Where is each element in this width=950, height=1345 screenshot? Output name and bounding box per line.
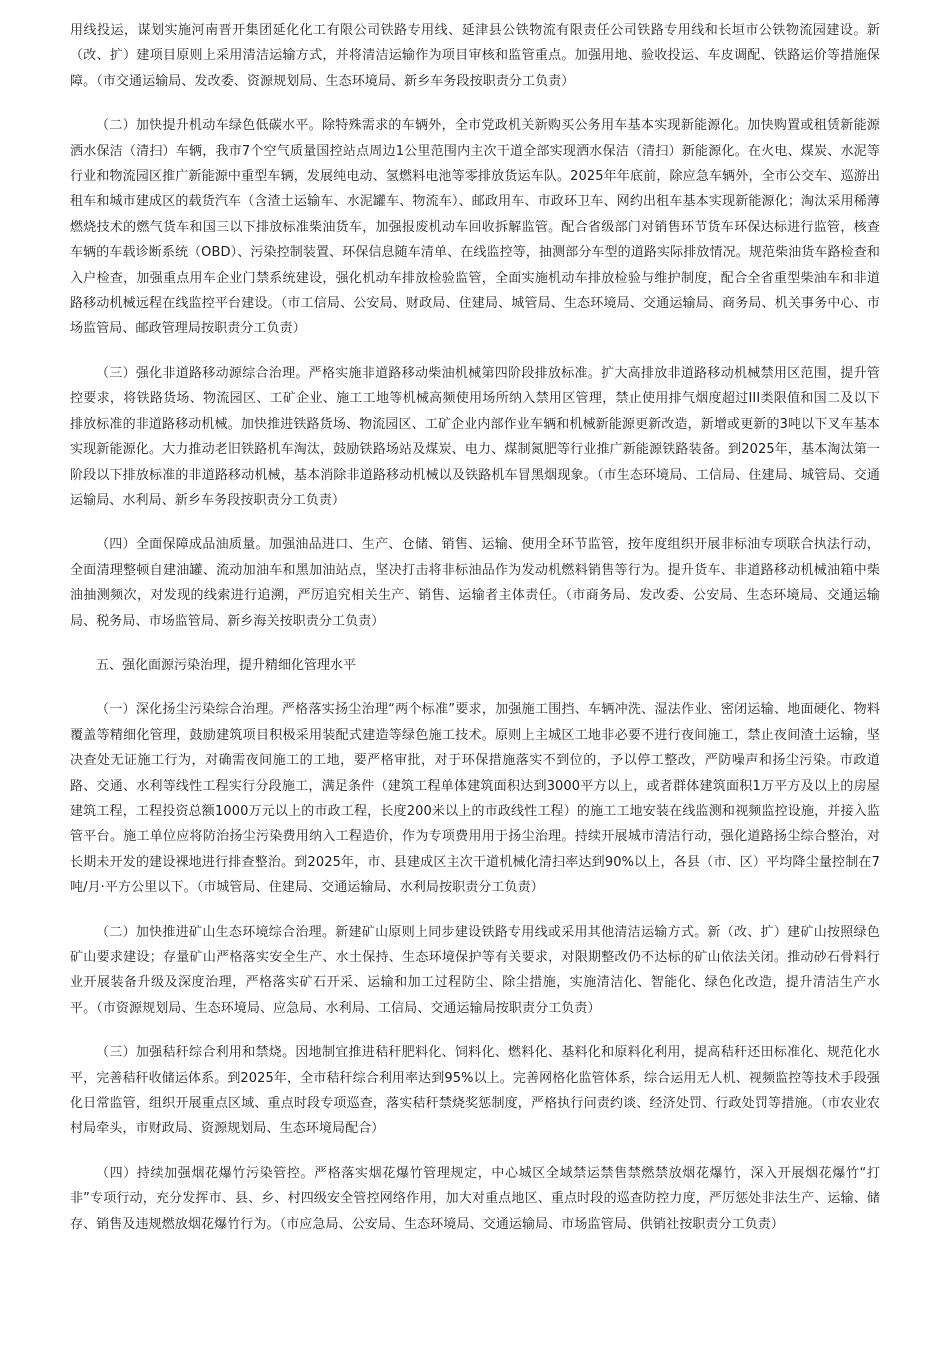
paragraph-straw-burning: （三）加强秸秆综合利用和禁烧。因地制宜推进秸秆肥料化、饲料化、燃料化、基料化和原料化利用，提高秸秆还田标准化、规范化水平，完善秸秆收储运体系。到2025年，全市秸秆综合利用率达到95%以上。完善网格化监管体系，综合运用无人机、视频监控等技术手段强化日常监管，组织开展重点区域、重点时段专项巡查，落实秸秆禁烧奖惩制度，严格执行问责约谈、经济处罚、行政处罚等措施。（市农业农村局牵头，市财政局、资源规划局、生态环境局配合）	[70, 1045, 880, 1137]
paragraph-motor-vehicle-green: （二）加快提升机动车绿色低碳水平。除特殊需求的车辆外，全市党政机关新购买公务用车基本实现新能源化。加快购置或租赁新能源洒水保洁（清扫）车辆，我市7个空气质量国控站点周边1公里范围内主次干道全部实现洒水保洁（清扫）新能源化。在火电、煤炭、水泥等行业和物流园区推广新能源中重型车辆，发展纯电动、氢燃料电池等零排放货运车队。2025年年底前，除应急车辆外，全市公交车、巡游出租车和城市建成区的载货汽车（含渣土运输车、水泥罐车、物流车）、邮政用车、市政环卫车、网约出租车基本实现新能源化；淘汰采用稀薄燃烧技术的燃气货车和国三以下排放标准柴油货车，加强报废机动车回收拆解监管。配合省级部门对销售环节货车环保达标进行监管，核查车辆的车载诊断系统（OBD）、污染控制装置、环保信息随车清单、在线监控等，抽测部分车型的道路实际排放情况。规范柴油货车路检查和入户检查，加强重点用车企业门禁系统建设，强化机动车排放检验监管，全面实施机动车排放检验与维护制度，配合全省重型柴油车和非道路移动机械远程在线监控平台建设。（市工信局、公安局、财政局、住建局、城管局、生态环境局、交通运输局、商务局、机关事务中心、市场监管局、邮政管理局按职责分工负责）	[70, 118, 880, 337]
paragraph-mine-ecology: （二）加快推进矿山生态环境综合治理。新建矿山原则上同步建设铁路专用线或采用其他清洁运输方式。新（改、扩）建矿山按照绿色矿山要求建设；存量矿山严格落实安全生产、水土保持、生态环境保护等有关要求，对限期整改仍不达标的矿山依法关闭。推动砂石骨料行业开展装备升级及深度治理，严格落实矿石开采、运输和加工过程防尘、除尘措施，实施清洁化、智能化、绿色化改造，提升清洁生产水平。（市资源规划局、生态环境局、应急局、水利局、工信局、交通运输局按职责分工负责）	[70, 924, 880, 1016]
paragraph-rail-line-continuation: 用线投运，谋划实施河南晋开集团延化化工有限公司铁路专用线、延津县公铁物流有限责任公司铁路专用线和长垣市公铁物流园建设。新（改、扩）建项目原则上采用清洁运输方式，并将清洁运输作为项目审核和监管重点。加强用地、验收投运、车皮调配、铁路运价等措施保障。（市交通运输局、发改委、资源规划局、生态环境局、新乡车务段按职责分工负责）	[70, 23, 880, 89]
paragraph-dust-control: （一）深化扬尘污染综合治理。严格落实扬尘治理“两个标准”要求，加强施工围挡、车辆冲洗、湿法作业、密闭运输、地面硬化、物料覆盖等精细化管理，鼓励建筑项目积极采用装配式建造等绿色施工技术。原则上主城区工地非必要不进行夜间施工，禁止夜间渣土运输，坚决查处无证施工行为，对确需夜间施工的工地，要严格审批，对于环保措施落实不到位的，予以停工整改，严防噪声和扬尘污染。市政道路、交通、水利等线性工程实行分段施工，满足条件（建筑工程单体建筑面积达到3000平方以上，或者群体建筑面积1万平方及以上的房屋建筑工程，工程投资总额1000万元以上的市政工程，长度200米以上的市政线性工程）的施工工地安装在线监测和视频监控设施，并接入监管平台。施工单位应将防治扬尘污染费用纳入工程造价，作为专项费用用于扬尘治理。持续开展城市清洁行动，强化道路扬尘综合整治，对长期未开发的建设裸地进行排查整治。到2025年，市、县建成区主次干道机械化清扫率达到90%以上，各县（市、区）平均降尘量控制在7吨/月·平方公里以下。（市城管局、住建局、交通运输局、水利局按职责分工负责）	[70, 702, 880, 896]
paragraph-fireworks-control: （四）持续加强烟花爆竹污染管控。严格落实烟花爆竹管理规定，中心城区全域禁运禁售禁燃禁放烟花爆竹，深入开展烟花爆竹“打非”专项行动，充分发挥市、县、乡、村四级安全管控网络作用，加大对重点地区、重点时段的巡查防控力度，严厉惩处非法生产、运输、储存、销售及违规燃放烟花爆竹行为。（市应急局、公安局、生态环境局、交通运输局、市场监管局、供销社按职责分工负责）	[70, 1165, 880, 1232]
paragraph-non-road-mobile: （三）强化非道路移动源综合治理。严格实施非道路移动柴油机械第四阶段排放标准。扩大高排放非道路移动机械禁用区范围，提升管控要求，将铁路货场、物流园区、工矿企业、施工工地等机械高频使用场所纳入禁用区管理，禁止使用排气烟度超过III类限值和国二及以下排放标准的非道路移动机械。加快推进铁路货场、物流园区、工矿企业内部作业车辆和机械新能源更新改造，新增或更新的3吨以下叉车基本实现新能源化。大力推动老旧铁路机车淘汰，鼓励铁路场站及煤炭、电力、煤制氮肥等行业推广新能源铁路装备。到2025年，基本淘汰第一阶段以下排放标准的非道路移动机械，基本消除非道路移动机械以及铁路机车冒黑烟现象。（市生态环境局、工信局、住建局、城管局、交通运输局、水利局、新乡车务段按职责分工负责）	[70, 365, 880, 508]
document-page	[70, 18, 880, 1256]
paragraph-fuel-quality: （四）全面保障成品油质量。加强油品进口、生产、仓储、销售、运输、使用全环节监管，按年度组织开展非标油专项联合执法行动，全面清理整顿自建油罐、流动加油车和黑加油站点，坚决打击将非标油品作为发动机燃料销售等行为。提升货车、非道路移动机械油箱中柴油抽测频次，对发现的线索进行追溯，严厉追究相关生产、销售、运输者主体责任。（市商务局、发改委、公安局、生态环境局、交通运输局、税务局、市场监管局、新乡海关按职责分工负责）	[70, 537, 880, 629]
section-heading-area-source: 五、强化面源污染治理，提升精细化管理水平	[96, 657, 357, 673]
